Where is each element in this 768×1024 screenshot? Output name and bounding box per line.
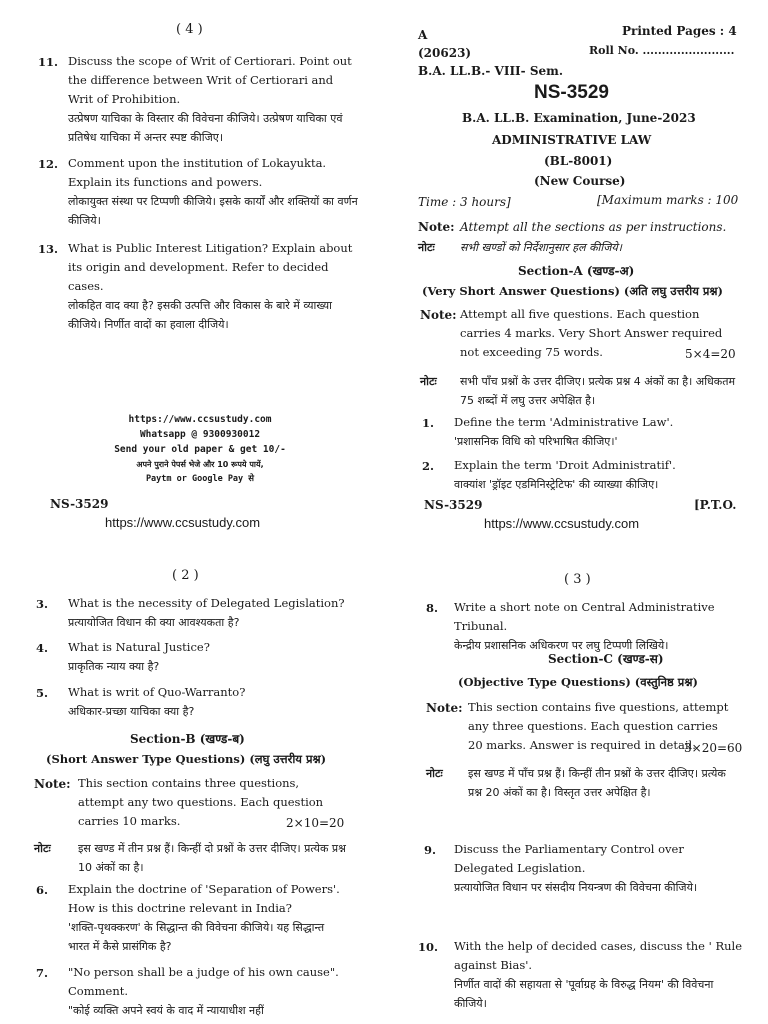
question-number: 3. <box>36 597 49 611</box>
section-b-note-text: This section contains three questions, attempt any two questions. Each question carries 10 marks. <box>78 776 324 828</box>
page-4 <box>0 0 384 545</box>
question-hindi: निर्णीत वादों की सहायता से 'पूर्वाग्रह के विरुद्ध नियम' की विवेचना कीजिये। <box>454 978 714 1010</box>
section-b-note-hindi-text: इस खण्ड में तीन प्रश्न हैं। किन्हीं दो प्रश्नों के उत्तर दीजिए। प्रत्येक प्रश्न 10 अंकों का है। <box>78 842 346 874</box>
printed-pages: Printed Pages : 4 <box>622 24 737 38</box>
question-hindi: 'शक्ति-पृथक्करण' के सिद्धान्त की विवेचना कीजिये। यह सिद्धान्त भारत में कैसे प्रासंगिक है? <box>68 921 325 953</box>
section-b-note-hindi-label: नोटः <box>34 842 51 855</box>
question-english: What is writ of Quo-Warranto? <box>68 685 246 699</box>
footer-pto: [P.T.O. <box>694 498 737 512</box>
section-c-note-hindi-label: नोटः <box>426 767 443 780</box>
question-hindi: वाक्यांश 'ड्रॉइट एडमिनिस्ट्रेटिफ' की व्याख्या कीजिए। <box>454 478 659 491</box>
question-number: 10. <box>418 940 439 954</box>
page-number: ( 3 ) <box>564 572 591 587</box>
question-hindi: "कोई व्यक्ति अपने स्वयं के वाद में न्यायाधीश नहीं <box>68 1004 264 1017</box>
question-hindi: प्राकृतिक न्याय क्या है? <box>68 660 160 673</box>
question-number: 4. <box>36 641 49 655</box>
section-c-heading: Section-C (खण्ड-स) <box>548 652 664 666</box>
question-text <box>68 594 358 632</box>
question-text <box>68 52 358 147</box>
promo-line: https://www.ccsustudy.com <box>128 414 272 425</box>
paper-id: (BL-8001) <box>544 154 613 168</box>
question-english: Write a short note on Central Administrative Tribunal. <box>454 600 715 633</box>
question-number: 12. <box>38 157 59 171</box>
section-a-note-hindi-label: नोटः <box>420 375 437 388</box>
question-text <box>68 683 358 721</box>
promo-line: Whatsapp @ 9300930012 <box>139 429 261 440</box>
page-number: ( 2 ) <box>172 568 199 583</box>
time-label: Time : 3 hours] <box>418 195 511 209</box>
section-a-note-hindi-text: सभी पाँच प्रश्नों के उत्तर दीजिए। प्रत्येक प्रश्न 4 अंकों का है। अधिकतम 75 शब्दों में लघु उत्तर अपेक्षित है। <box>460 375 736 407</box>
question-english: Define the term 'Administrative Law'. <box>454 415 674 429</box>
section-b-note-label: Note: <box>34 777 71 791</box>
question-number: 11. <box>38 55 59 69</box>
page-2 <box>0 560 384 1024</box>
question-text <box>68 963 348 1020</box>
question-number: 1. <box>422 416 435 430</box>
footer-url: https://www.ccsustudy.com <box>105 515 261 530</box>
question-hindi: प्रत्यायोजित विधान पर संसदीय नियन्त्रण की विवेचना कीजिये। <box>454 881 698 894</box>
section-a-marks: 5×4=20 <box>685 347 736 361</box>
question-hindi: लोकहित वाद क्या है? इसकी उत्पत्ति और विकास के बारे में व्याख्या कीजिये। निर्णीत वादों का हवाला दीजिये। <box>68 299 333 331</box>
question-english: Explain the doctrine of 'Separation of Powers'. How is this doctrine relevant in India? <box>68 882 340 915</box>
page-1 <box>384 0 768 545</box>
question-number: 2. <box>422 459 435 473</box>
question-hindi: उत्प्रेषण याचिका के विस्तार की विवेचना कीजिये। उत्प्रेषण याचिका एवं प्रतिषेध याचिका में अन्तर स्पष्ट कीजिए। <box>68 112 343 144</box>
question-hindi: लोकायुक्त संस्था पर टिप्पणी कीजिये। इसके कार्यों और शक्तियों का वर्णन कीजिये। <box>68 195 358 227</box>
question-number: 13. <box>38 242 59 256</box>
question-text <box>68 638 358 676</box>
question-text <box>454 598 744 655</box>
question-text <box>68 154 358 230</box>
footer-code: NS-3529 <box>50 497 109 511</box>
promo-block <box>100 412 300 487</box>
note-text: Attempt all the sections as per instructions. <box>460 220 727 234</box>
promo-line: Send your old paper & get 10/- <box>114 444 286 455</box>
note-hindi-label: नोटः <box>418 241 435 254</box>
question-number: 8. <box>426 601 439 615</box>
section-c-subheading: (Objective Type Questions) (वस्तुनिष्ठ प्रश्न) <box>458 675 698 689</box>
course-line: B.A. LL.B.- VIII- Sem. <box>418 64 564 78</box>
footer-code: NS-3529 <box>424 498 483 512</box>
question-number: 6. <box>36 883 49 897</box>
section-c-note-hindi-text: इस खण्ड में पाँच प्रश्न हैं। किन्हीं तीन प्रश्नों के उत्तर दीजिए। प्रत्येक प्रश्न 20 अंकों का है। विस्तृत उत्तर अपेक्षित है। <box>468 767 726 799</box>
question-text <box>454 413 744 451</box>
roll-number: Roll No. ........................ <box>589 44 735 57</box>
question-hindi: 'प्रशासनिक विधि को परिभाषित कीजिए।' <box>454 435 618 448</box>
section-c-marks: 3×20=60 <box>684 741 743 755</box>
note-hindi-text: सभी खण्डों को निर्देशानुसार हल कीजिये। <box>460 241 622 254</box>
question-english: "No person shall be a judge of his own cause". Comment. <box>68 965 339 998</box>
question-english: What is Natural Justice? <box>68 640 210 654</box>
page-3 <box>384 560 768 1024</box>
question-english: With the help of decided cases, discuss the ' Rule against Bias'. <box>454 939 742 972</box>
question-text <box>454 456 744 494</box>
question-english: Discuss the Parliamentary Control over Delegated Legislation. <box>454 842 684 875</box>
question-text <box>454 840 744 897</box>
paper-code-number: (20623) <box>418 46 472 60</box>
section-b-heading: Section-B (खण्ड-ब) <box>130 732 245 746</box>
section-c-note-text: This section contains five questions, attempt any three questions. Each question carries 20 marks. Answer is required in detail. <box>468 700 729 752</box>
question-english: Explain the term 'Droit Administratif'. <box>454 458 676 472</box>
question-text <box>454 937 744 1013</box>
max-marks: [Maximum marks : 100 <box>597 193 739 207</box>
promo-line: Paytm or Google Pay से <box>145 474 255 484</box>
section-a-note-label: Note: <box>420 308 457 322</box>
question-number: 7. <box>36 966 49 980</box>
section-a-heading: Section-A (खण्ड-अ) <box>518 264 635 278</box>
note-label: Note: <box>418 220 455 234</box>
subject-title: ADMINISTRATIVE LAW <box>492 133 652 147</box>
question-number: 5. <box>36 686 49 700</box>
series-letter: A <box>418 28 428 42</box>
section-c-note-label: Note: <box>426 701 463 715</box>
section-b-subheading: (Short Answer Type Questions) (लघु उत्तरीय प्रश्न) <box>46 752 327 766</box>
question-english: Comment upon the institution of Lokayukta. Explain its functions and powers. <box>68 156 327 189</box>
footer-url: https://www.ccsustudy.com <box>484 516 640 531</box>
promo-line: अपने पुराने पेपर्स भेजे और 10 रूपये पायें, <box>136 460 264 469</box>
question-number: 9. <box>424 843 437 857</box>
question-english: What is the necessity of Delegated Legislation? <box>68 596 345 610</box>
section-b-marks: 2×10=20 <box>286 816 345 830</box>
question-text <box>68 239 358 334</box>
course-type: (New Course) <box>534 174 626 188</box>
question-english: What is Public Interest Litigation? Explain about its origin and development. Refer to decided cases. <box>68 241 353 293</box>
question-hindi: केन्द्रीय प्रशासनिक अधिकरण पर लघु टिप्पणी लिखिये। <box>454 639 669 652</box>
question-hindi: अधिकार-प्रच्छा याचिका क्या है? <box>68 705 195 718</box>
question-text <box>68 880 348 956</box>
exam-title: B.A. LL.B. Examination, June-2023 <box>462 111 696 125</box>
section-a-subheading: (Very Short Answer Questions) (अति लघु उत्तरीय प्रश्न) <box>422 284 723 298</box>
section-a-note-text: Attempt all five questions. Each question carries 4 marks. Very Short Answer required not exceeding 75 words. <box>460 307 723 359</box>
question-english: Discuss the scope of Writ of Certiorari. Point out the difference between Writ of Certiorari and Writ of Prohibition. <box>68 54 352 106</box>
question-hindi: प्रत्यायोजित विधान की क्या आवश्यकता है? <box>68 616 240 629</box>
paper-code: NS-3529 <box>534 82 609 103</box>
page-number: ( 4 ) <box>176 22 203 37</box>
